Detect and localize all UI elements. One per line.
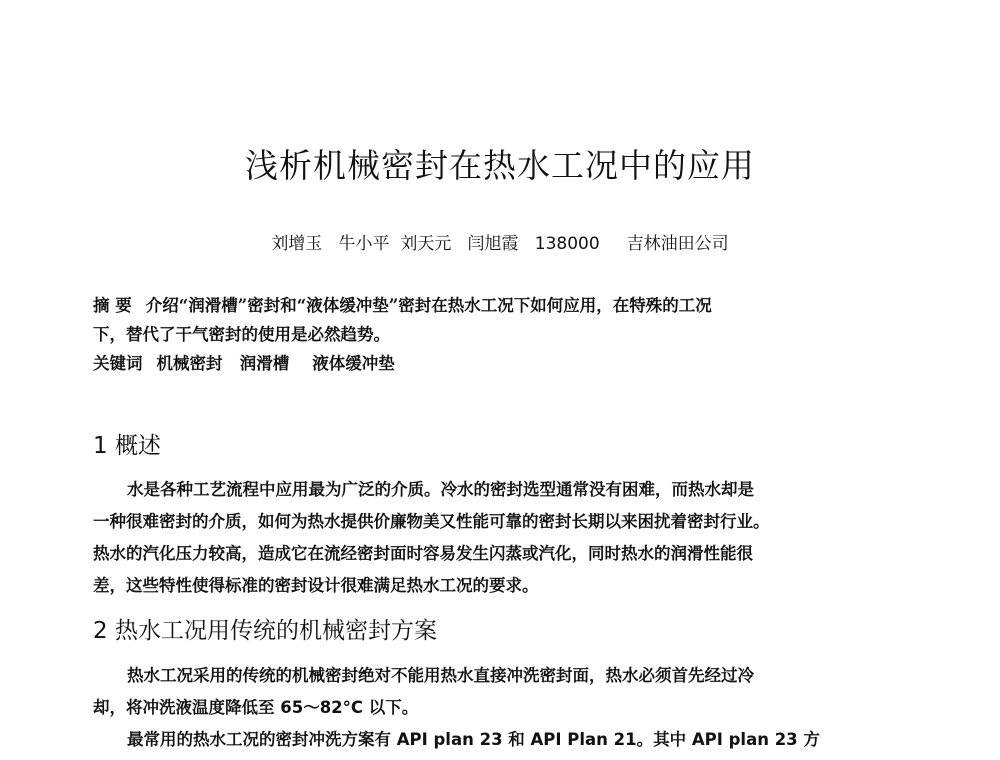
paper-title: 浅析机械密封在热水工况中的应用 xyxy=(245,146,755,185)
paragraph-line: 最常用的热水工况的密封冲洗方案有 API plan 23 和 API Plan 21。其中 API plan 23 方 xyxy=(127,730,820,749)
paragraph-line: 热水的汽化压力较高，造成它在流经密封面时容易发生闪蒸或汽化，同时热水的润滑性能很 xyxy=(93,544,753,563)
keywords-line xyxy=(93,349,913,378)
paragraph-line: 却，将冲洗液温度降低至 65～82°C 以下。 xyxy=(93,698,419,717)
paragraph-line: 水是各种工艺流程中应用最为广泛的介质。冷水的密封选型通常没有困难，而热水却是 xyxy=(127,480,754,499)
section-2-heading: 2 热水工况用传统的机械密封方案 xyxy=(93,618,437,644)
keywords-label: 关键词 xyxy=(93,354,143,373)
section-2-paragraph-2 xyxy=(93,724,913,756)
section-2-paragraph-1 xyxy=(93,660,913,724)
paragraph-line: 一种很难密封的介质，如何为热水提供价廉物美又性能可靠的密封长期以来困扰着密封行业。 xyxy=(93,512,770,531)
abstract-label: 摘 要 xyxy=(93,296,132,315)
abstract-text-1: 介绍“润滑槽”密封和“液体缓冲垫”密封在热水工况下如何应用，在特殊的工况 xyxy=(145,296,712,315)
paragraph-line: 差，这些特性使得标准的密封设计很难满足热水工况的要求。 xyxy=(93,576,539,595)
abstract-line-1 xyxy=(93,291,913,320)
abstract-block xyxy=(93,291,913,378)
abstract-line-2: 下，替代了干气密封的使用是必然趋势。 xyxy=(93,325,390,344)
author-line: 刘增玉 牛小平 刘天元 闫旭霞 138000 吉林油田公司 xyxy=(271,234,729,254)
keywords-value: 机械密封 润滑槽 液体缓冲垫 xyxy=(156,354,395,373)
paragraph-line: 热水工况采用的传统的机械密封绝对不能用热水直接冲洗密封面，热水必须首先经过冷 xyxy=(127,666,754,685)
section-1-heading: 1 概述 xyxy=(93,433,161,459)
section-1-paragraph xyxy=(93,474,913,602)
